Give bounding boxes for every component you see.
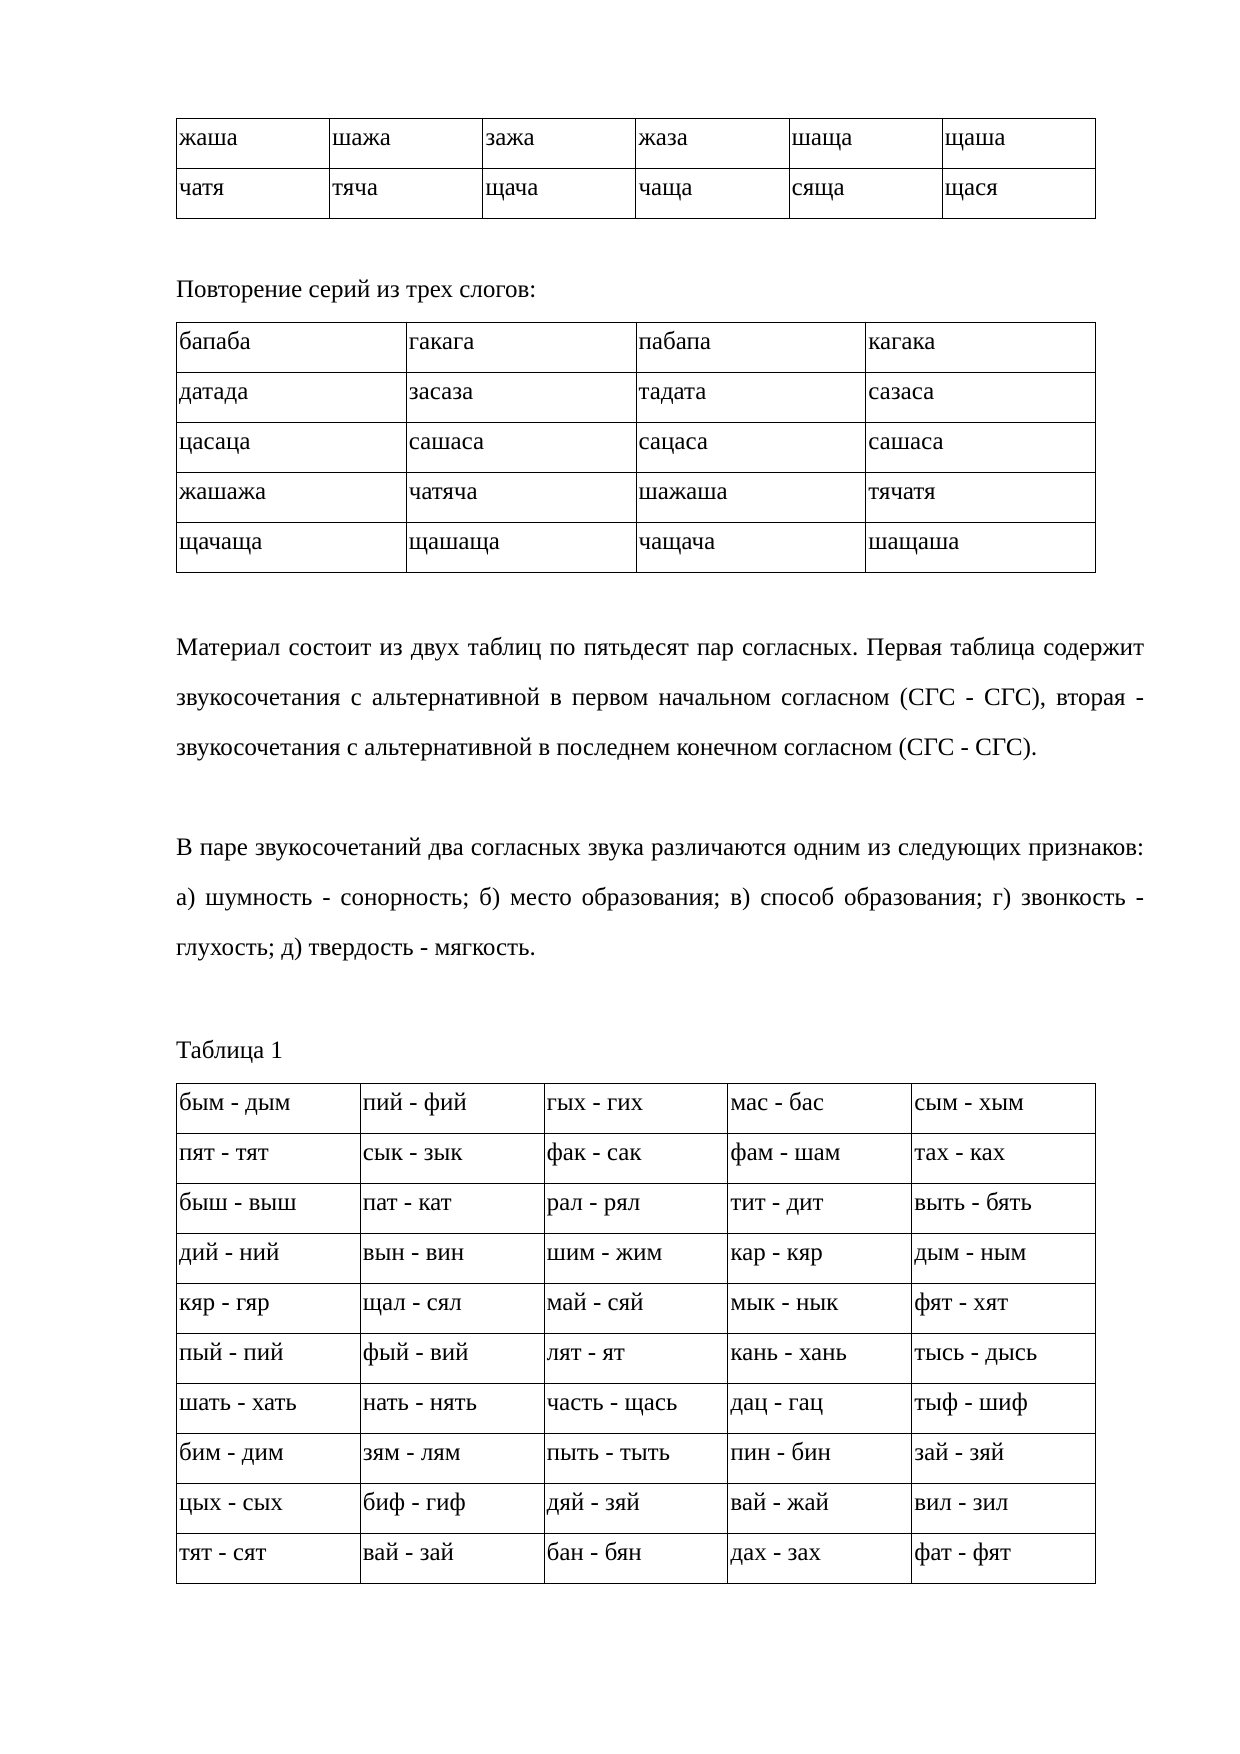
table-cell [728, 1434, 912, 1484]
table-cell [360, 1384, 544, 1434]
table-row [177, 1334, 1096, 1384]
table-cell [728, 1384, 912, 1434]
syllable-pairs-table [176, 118, 1096, 219]
table-cell [406, 323, 636, 373]
table-cell [177, 373, 407, 423]
table-cell [177, 119, 330, 169]
cell-text: кар - кяр [730, 1239, 823, 1266]
cell-text: сяща [791, 174, 845, 201]
table-cell [360, 1484, 544, 1534]
table-cell [912, 1484, 1096, 1534]
cell-text: выть - бять [914, 1189, 1032, 1216]
cell-text: щашаща [408, 528, 500, 555]
cell-text: тысь - дысь [914, 1339, 1038, 1366]
cell-text: пий - фий [362, 1089, 467, 1116]
table-cell [942, 169, 1095, 219]
cell-text: бым - дым [179, 1089, 291, 1116]
table-cell [406, 423, 636, 473]
material-description-paragraph: Материал состоит из двух таблиц по пятьдесят пар согласных. Первая таблица содержит звукосочетания с альтернативной в первом начальном согласном (СГС - СГС), вторая - звукосочетания с альтернативной в последнем конечном согласном (СГС - СГС). [176, 634, 1144, 761]
table-cell [728, 1184, 912, 1234]
cell-text: тах - ках [914, 1139, 1006, 1166]
cell-text: чащача [638, 528, 716, 555]
cell-text: шажа [332, 124, 391, 151]
cell-text: тят - сят [179, 1539, 267, 1566]
table-cell [636, 169, 789, 219]
cell-text: сашаса [408, 428, 485, 455]
table1-caption: Таблица 1 [176, 1037, 283, 1064]
table-row [177, 1084, 1096, 1134]
cell-text: мык - нык [730, 1289, 839, 1316]
table-cell [728, 1134, 912, 1184]
table-row [177, 1134, 1096, 1184]
cell-text: жаза [638, 124, 688, 151]
table-cell [544, 1184, 728, 1234]
table-cell [544, 1434, 728, 1484]
cell-text: датада [179, 378, 249, 405]
cell-text: шать - хать [179, 1389, 297, 1416]
table-cell [330, 169, 483, 219]
table-cell [177, 473, 407, 523]
cell-text: вил - зил [914, 1489, 1009, 1516]
table-cell [544, 1534, 728, 1584]
table-cell [177, 1184, 361, 1234]
cell-text: биф - гиф [362, 1489, 466, 1516]
table-cell [406, 473, 636, 523]
cell-text: бан - бян [546, 1539, 642, 1566]
table-row [177, 1184, 1096, 1234]
syllable-pairs-body [177, 119, 1096, 219]
table-row [177, 1434, 1096, 1484]
table-cell [728, 1234, 912, 1284]
table-row [177, 523, 1096, 573]
table-cell [866, 373, 1096, 423]
cell-text: чатяча [408, 478, 478, 505]
cell-text: жашажа [179, 478, 267, 505]
cell-text: зай - зяй [914, 1439, 1005, 1466]
table-cell [177, 1134, 361, 1184]
table-cell [636, 119, 789, 169]
table-cell [177, 1534, 361, 1584]
table-cell [544, 1084, 728, 1134]
table-cell [406, 373, 636, 423]
table-cell [544, 1334, 728, 1384]
cell-text: вай - жай [730, 1489, 829, 1516]
cell-text: сым - хым [914, 1089, 1024, 1116]
table-row [177, 1484, 1096, 1534]
cell-text: пят - тят [179, 1139, 269, 1166]
table-cell [866, 323, 1096, 373]
cell-text: сык - зык [362, 1139, 463, 1166]
table-cell [544, 1234, 728, 1284]
cell-text: мас - бас [730, 1089, 824, 1116]
cell-text: кань - хань [730, 1339, 847, 1366]
cell-text: тит - дит [730, 1189, 824, 1216]
table-cell [728, 1284, 912, 1334]
consonant-features-paragraph: В паре звукосочетаний два согласных звука различаются одним из следующих признаков: а) шумность - сонорность; б) место образования; в) способ образования; г) звонкость - глухость; д) твердость - мягкость. [176, 834, 1144, 961]
table-cell [360, 1084, 544, 1134]
table-cell [177, 1434, 361, 1484]
table-row [177, 423, 1096, 473]
cell-text: дий - ний [179, 1239, 280, 1266]
table-cell [912, 1184, 1096, 1234]
table-cell [483, 119, 636, 169]
table-cell [360, 1434, 544, 1484]
table-cell [360, 1134, 544, 1184]
cell-text: сацаса [638, 428, 708, 455]
cell-text: фат - фят [914, 1539, 1011, 1566]
table-cell [912, 1284, 1096, 1334]
cell-text: тадата [638, 378, 707, 405]
table-cell [728, 1084, 912, 1134]
table-row [177, 1284, 1096, 1334]
table-cell [866, 523, 1096, 573]
table-cell [636, 423, 866, 473]
table-row [177, 473, 1096, 523]
cell-text: пый - пий [179, 1339, 284, 1366]
cell-text: щача [485, 174, 539, 201]
table-cell [177, 323, 407, 373]
cell-text: пабапа [638, 328, 711, 355]
cell-text: гакага [408, 328, 475, 355]
cell-text: лят - ят [546, 1339, 625, 1366]
table-cell [544, 1134, 728, 1184]
table-cell [177, 1384, 361, 1434]
table-cell [912, 1234, 1096, 1284]
table-cell [866, 423, 1096, 473]
table-cell [728, 1484, 912, 1534]
cell-text: дах - зах [730, 1539, 822, 1566]
cell-text: цасаца [179, 428, 251, 455]
cell-text: рал - рял [546, 1189, 641, 1216]
table-cell [912, 1084, 1096, 1134]
cell-text: шим - жим [546, 1239, 663, 1266]
table-cell [360, 1284, 544, 1334]
table-cell [330, 119, 483, 169]
table-cell [636, 323, 866, 373]
table-cell [360, 1334, 544, 1384]
cell-text: пин - бин [730, 1439, 831, 1466]
cell-text: щачаща [179, 528, 263, 555]
table-row [177, 373, 1096, 423]
cell-text: бапаба [179, 328, 251, 355]
table-row [177, 323, 1096, 373]
table-row [177, 1234, 1096, 1284]
table-cell [789, 119, 942, 169]
cell-text: щася [944, 174, 998, 201]
table-cell [866, 473, 1096, 523]
table-cell [789, 169, 942, 219]
cell-text: дым - ным [914, 1239, 1027, 1266]
cell-text: май - сяй [546, 1289, 644, 1316]
table-cell [912, 1434, 1096, 1484]
table-cell [177, 169, 330, 219]
cell-text: вай - зай [362, 1539, 454, 1566]
table1-body [177, 1084, 1096, 1584]
cell-text: шажаша [638, 478, 728, 505]
cell-text: фят - хят [914, 1289, 1009, 1316]
cell-text: гых - гих [546, 1089, 644, 1116]
table-row [177, 119, 1096, 169]
table-cell [177, 523, 407, 573]
cell-text: часть - щась [546, 1389, 678, 1416]
cell-text: тяча [332, 174, 378, 201]
table-cell [544, 1384, 728, 1434]
cell-text: тячатя [868, 478, 936, 505]
cell-text: дяй - зяй [546, 1489, 640, 1516]
table-cell [177, 1484, 361, 1534]
table-cell [728, 1334, 912, 1384]
table-row [177, 1534, 1096, 1584]
table-cell [177, 1284, 361, 1334]
cell-text: цых - сых [179, 1489, 283, 1516]
table-cell [942, 119, 1095, 169]
triple-series-heading: Повторение серий из трех слогов: [176, 276, 537, 303]
cell-text: пат - кат [362, 1189, 452, 1216]
table-cell [544, 1484, 728, 1534]
cell-text: зям - лям [362, 1439, 461, 1466]
table-cell [406, 523, 636, 573]
table-cell [360, 1534, 544, 1584]
table-row [177, 1384, 1096, 1434]
table-cell [177, 1334, 361, 1384]
table-cell [360, 1184, 544, 1234]
table-cell [177, 423, 407, 473]
cell-text: фам - шам [730, 1139, 841, 1166]
table-cell [360, 1234, 544, 1284]
cell-text: кяр - гяр [179, 1289, 270, 1316]
table-cell [912, 1384, 1096, 1434]
table-cell [912, 1534, 1096, 1584]
cell-text: фак - сак [546, 1139, 642, 1166]
table-cell [483, 169, 636, 219]
cell-text: щаша [944, 124, 1006, 151]
cell-text: чатя [179, 174, 225, 201]
cell-text: засаза [408, 378, 474, 405]
table-cell [177, 1084, 361, 1134]
cell-text: дац - гац [730, 1389, 824, 1416]
table-cell [912, 1334, 1096, 1384]
cell-text: быш - выш [179, 1189, 297, 1216]
cell-text: шаща [791, 124, 853, 151]
cell-text: шащаша [868, 528, 960, 555]
cell-text: сазаса [868, 378, 935, 405]
table-cell [636, 373, 866, 423]
cell-text: сашаса [868, 428, 944, 455]
cell-text: зажа [485, 124, 535, 151]
table-cell [912, 1134, 1096, 1184]
cell-text: чаща [638, 174, 693, 201]
triple-series-table [176, 322, 1096, 573]
table-cell [636, 523, 866, 573]
cell-text: щал - сял [362, 1289, 462, 1316]
table1 [176, 1083, 1096, 1584]
cell-text: жаша [179, 124, 238, 151]
table-row [177, 169, 1096, 219]
cell-text: пыть - тыть [546, 1439, 670, 1466]
cell-text: тыф - шиф [914, 1389, 1028, 1416]
table-cell [544, 1284, 728, 1334]
table-cell [177, 1234, 361, 1284]
table-cell [728, 1534, 912, 1584]
cell-text: фый - вий [362, 1339, 469, 1366]
cell-text: кагака [868, 328, 936, 355]
cell-text: бим - дим [179, 1439, 284, 1466]
cell-text: вын - вин [362, 1239, 465, 1266]
triple-series-body [177, 323, 1096, 573]
table-cell [636, 473, 866, 523]
cell-text: нать - нять [362, 1389, 477, 1416]
